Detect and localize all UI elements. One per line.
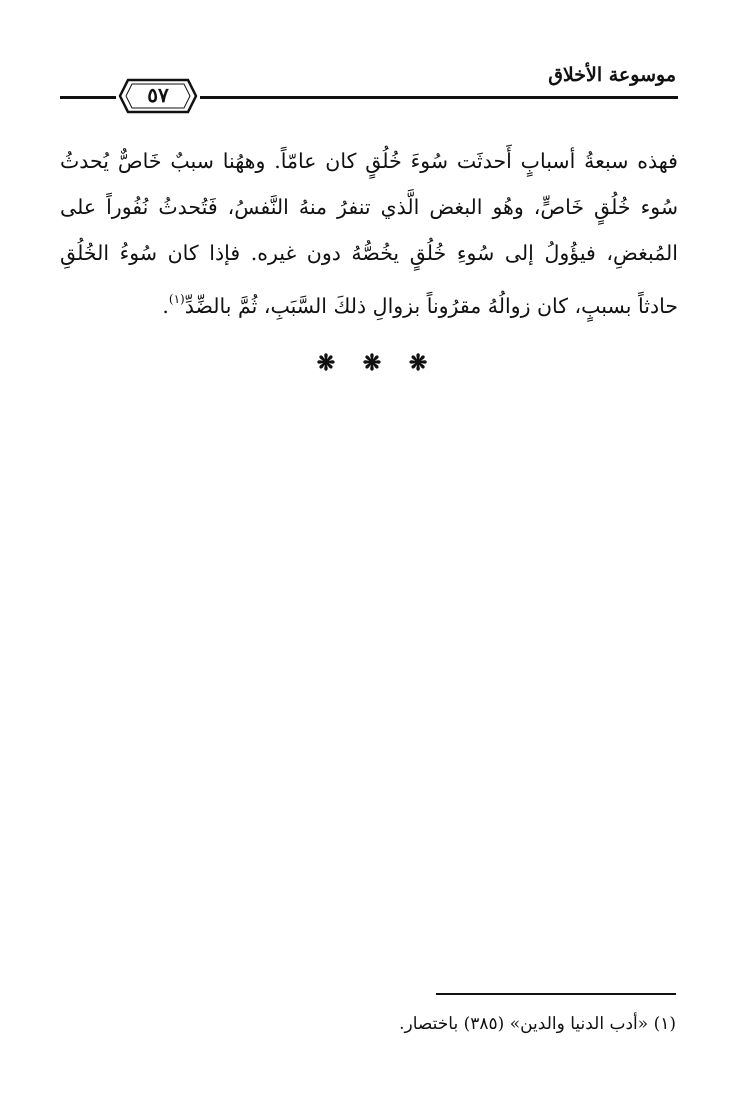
page-number: ٥٧ xyxy=(147,83,169,107)
footnote-rule xyxy=(436,993,676,995)
footnote-reference: (١) xyxy=(168,292,185,306)
paragraph-end: . xyxy=(162,294,169,318)
running-header-title: موسوعة الأخلاق xyxy=(548,64,676,86)
section-separator: ❋ ❋ ❋ xyxy=(316,350,438,376)
header-rule-right xyxy=(200,96,678,99)
header-rule-left xyxy=(60,96,116,99)
body-text xyxy=(60,138,678,329)
paragraph-text: فهذه سبعةُ أسبابٍ أَحدثَت سُوءَ خُلُقٍ كان عامّاً. وههُنا سببٌ خَاصٌّ يُحدثُ سُوء خُلُقٍ خَاصٍّ، وهُو البغض الَّذي تنفرُ منهُ النَّفسُ، فَتُحدثُ نُفُوراً على المُبغضِ، فيؤُولُ إلى سُوءِ خُلُقٍ يخُصُّهُ دون غيره. فإذا كان سُوءُ الخُلُقِ حادثاً بسببٍ، كان زوالُهُ مقرُوناً بزوالِ ذلكَ السَّبَبِ، ثُمَّ بالضِّدِّ xyxy=(60,149,678,318)
page-number-badge xyxy=(118,76,198,116)
body-paragraph xyxy=(60,138,678,329)
footnote: (١) «أدب الدنيا والدين» (٣٨٥) باختصار. xyxy=(399,1014,676,1034)
